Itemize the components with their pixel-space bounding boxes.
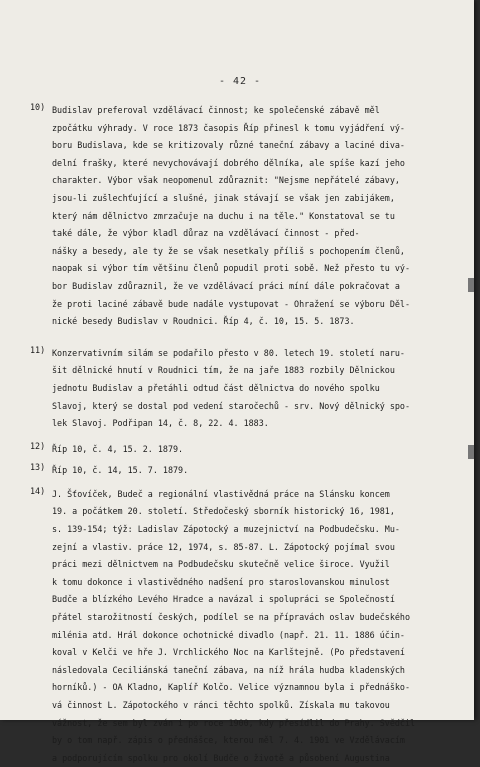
footnote [30,102,462,331]
footnote-text-line: Slavoj, který se dostal pod vedení staročechů - srv. Nový dělnický spo- [52,400,410,411]
footnote-number: 14) [30,485,46,496]
footnote-text-line: nášky a besedy, ale ty že se však nesetkaly příliš s pochopením členů, [52,245,405,256]
footnote-text-line: lek Slavoj. Podřipan 14, č. 8, 22. 4. 1883. [52,418,269,429]
footnote-list [30,102,462,767]
footnote-text-line: šit dělnické hnutí v Roudnici tím, že na jaře 1883 rozbily Dělnickou [52,365,395,376]
footnote-text-line: také dále, že výbor kladl důraz na vzdělávací činnost - před- [52,228,360,239]
footnote-number: 11) [30,344,46,355]
footnote [30,441,462,459]
footnote-text-line: Budče a blízkého Levého Hradce a navázal i spolupráci se Společností [52,594,395,605]
footnote-text-line: s. 139-154; týž: Ladislav Zápotocký a muzejnictví na Podbudečsku. Mu- [52,524,400,535]
footnote-text-line: Říp 10, č. 4, 15. 2. 1879. [52,443,184,454]
footnote-text-line: zejní a vlastiv. práce 12, 1974, s. 85-87. L. Zápotocký pojímal svou [52,541,395,552]
footnote-text-line: Říp 10, č. 14, 15. 7. 1879. [52,465,189,476]
footnote-number: 12) [30,440,46,451]
footnote [30,486,462,767]
footnote-text-line: přátel starožitností českých, podílel se na přípravách oslav budečského [52,612,410,623]
footnote-text-line: následovala Ceciliánská taneční zábava, na níž hrála hudba kladenských [52,664,405,675]
page-edge-marker [468,445,474,459]
footnote-number: 13) [30,462,46,473]
footnote-text-line: bor Budislav zdůraznil, že ve vzdělávací práci míní dále pokračovat a [52,280,400,291]
footnote-text-line: nické besedy Budislav v Roudnici. Říp 4, č. 10, 15. 5. 1873. [52,316,355,327]
footnote-text-line: koval v Kelči ve hře J. Vrchlického Noc na Karlštejně. (Po představení [52,647,405,658]
footnote-text-line: boru Budislava, kde se kritizovaly různé taneční zábavy a laciné diva- [52,140,405,151]
footnote-number: 10) [30,102,46,112]
footnote-text-line: zpočátku výhrady. V roce 1873 časopis Říp přinesl k tomu vyjádření vý- [52,122,405,133]
footnote-text-line: práci mezi dělnictvem na Podbudečsku skutečně velice široce. Využil [52,559,390,570]
footnote-text-line: Budislav preferoval vzdělávací činnost; ke společenské zábavě měl [52,105,380,115]
footnote-text-line: k tomu dokonce i vlastivědného nadšení pro staroslovanskou minulost [52,576,390,587]
page-edge-marker [468,278,474,292]
footnote-text-line: který nám dělnictvo zmrzačuje na duchu i na těle." Konstatoval se tu [52,210,395,221]
footnote-text-line: milénia atd. Hrál dokonce ochotnické divadlo (např. 21. 11. 1886 účin- [52,629,405,640]
footnote-text-line: jsou-li zušlechťující a slušné, jinak stávají se však jen zabijákem, [52,192,395,203]
footnote-text-line: Konzervativním silám se podařilo přesto v 80. letech 19. století naru- [52,347,405,358]
footnote [30,462,462,480]
footnote-text-line: horníků.) - OA Kladno, Kaplíř Kolčo. Velice významnou byla i přednáško- [52,682,410,693]
page-number: - 42 - [218,76,262,87]
footnote-text-line: naopak si výbor tím většinu členů popudil proti sobě. Než přesto tu vý- [52,263,410,274]
footnote-text-line: 19. a počátkem 20. století. Středočeský sborník historický 16, 1981, [52,506,395,517]
footnote-text-line: vážnost, že sem byl zván i po roce 1900, kdy přesídlil do Prahy. Svědčil [52,717,416,728]
footnote-text-line: že proti laciné zábavě bude nadále vystupovat - Ohražení se výboru Děl- [52,298,410,309]
footnote-text-line: a podporujícím spolku pro okolí Budče o životě a působení Augustina [52,752,390,763]
footnote-text-line: delní frašky, které nevychovávají dobrého dělníka, ale spíše kazí jeho [52,157,405,168]
footnote-text-line: vá činnost L. Zápotockého v ránci těchto spolků. Získala mu takovou [52,700,390,710]
footnote-text-line: jednotu Budislav a přetáhli odtud část dělnictva do nového spolku [52,382,380,393]
footnote-text-line: charakter. Výbor však neopomenul zdůraznit: "Nejsme nepřátelé zábavy, [52,175,400,186]
footnote-text-line: J. Šťovíček, Budeč a regionální vlastivědná práce na Slánsku koncem [52,488,390,499]
footnote [30,345,462,433]
footnote-text-line: by o tom např. zápis o přednášce, kterou měl 7. 4. 1901 ve Vzdělávacím [52,735,405,746]
